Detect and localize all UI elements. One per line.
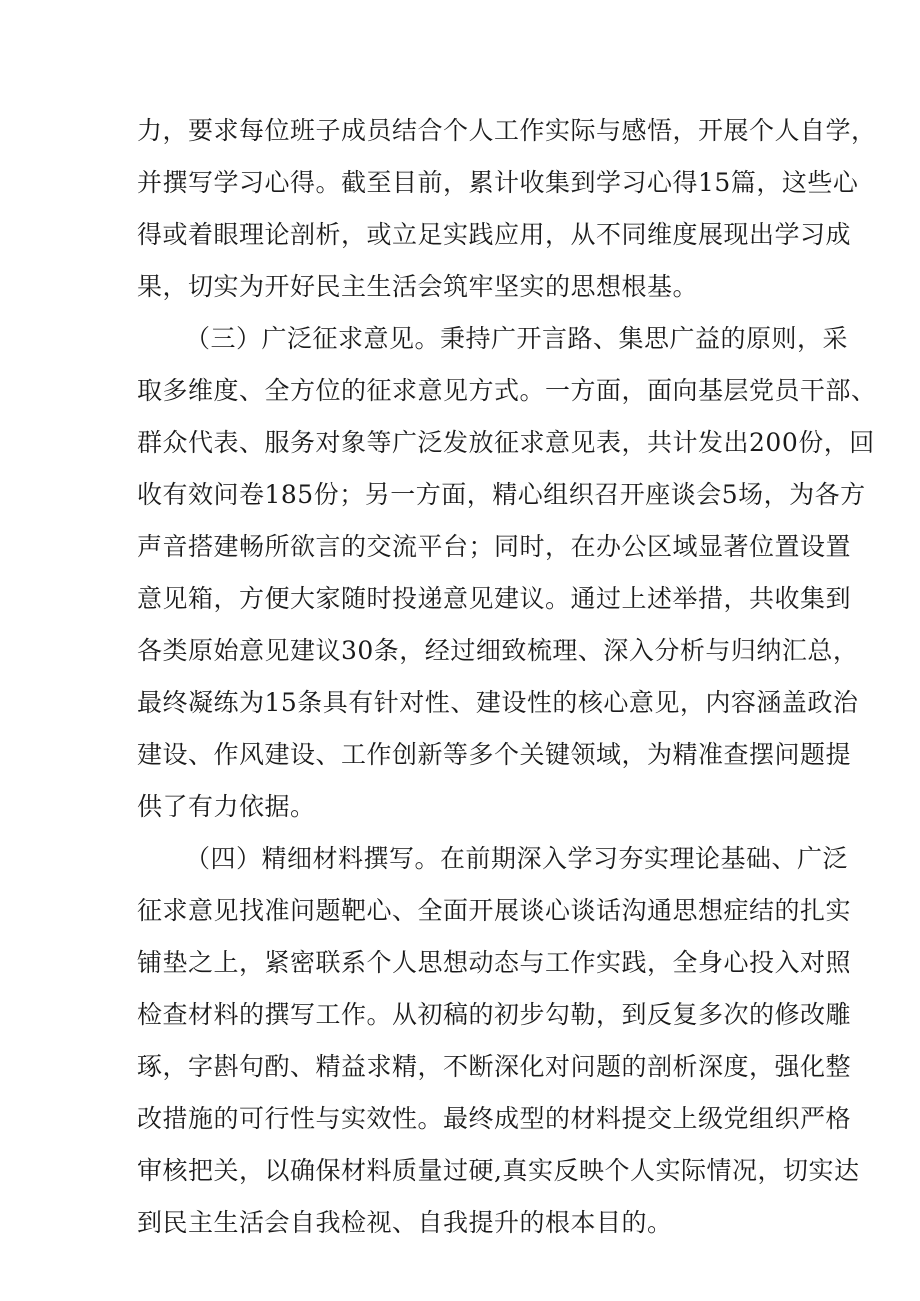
- text-line: 群众代表、服务对象等广泛发放征求意见表，共计发出200份，回: [137, 428, 875, 457]
- text-line: 到民主生活会自我检视、自我提升的根本目的。: [137, 1208, 673, 1237]
- text-line: 意见箱，方便大家随时投递意见建议。通过上述举措，共收集到: [137, 584, 852, 613]
- text-line: 收有效问卷185份；另一方面，精心组织召开座谈会5场，为各方: [137, 480, 866, 509]
- text-line: 铺垫之上，紧密联系个人思想动态与工作实践，全身心投入对照: [137, 948, 852, 977]
- text-line: 力，要求每位班子成员结合个人工作实际与感悟，开展个人自学，: [137, 116, 877, 145]
- text-line: 最终凝练为15条具有针对性、建设性的核心意见，内容涵盖政治: [137, 688, 859, 717]
- text-line: 改措施的可行性与实效性。最终成型的材料提交上级党组织严格: [137, 1104, 852, 1133]
- text-line: 建设、作风建设、工作创新等多个关键领域，为精准查摆问题提: [137, 740, 852, 769]
- text-line: 琢，字斟句酌、精益求精，不断深化对问题的剖析深度，强化整: [137, 1052, 852, 1081]
- text-line: 声音搭建畅所欲言的交流平台；同时，在办公区域显著位置设置: [137, 532, 852, 561]
- text-line: 得或着眼理论剖析，或立足实践应用，从不同维度展现出学习成: [137, 220, 852, 249]
- text-line: 征求意见找准问题靶心、全面开展谈心谈话沟通思想症结的扎实: [137, 896, 852, 925]
- section-heading-line: （四）精细材料撰写。在前期深入学习夯实理论基础、广泛: [185, 844, 849, 873]
- text-line: 供了有力依据。: [137, 792, 316, 821]
- text-line: 检查材料的撰写工作。从初稿的初步勾勒，到反复多次的修改雕: [137, 1000, 852, 1029]
- text-line: 各类原始意见建议30条，经过细致梳理、深入分析与归纳汇总，: [137, 636, 859, 665]
- text-line: 并撰写学习心得。截至目前，累计收集到学习心得15篇，这些心: [137, 168, 859, 197]
- text-line: 审核把关，以确保材料质量过硬,真实反映个人实际情况，切实达: [137, 1156, 860, 1185]
- text-line: 果，切实为开好民主生活会筑牢坚实的思想根基。: [137, 272, 699, 301]
- text-line: 取多维度、全方位的征求意见方式。一方面，面向基层党员干部、: [137, 376, 877, 405]
- section-heading-line: （三）广泛征求意见。秉持广开言路、集思广益的原则，采: [185, 324, 849, 353]
